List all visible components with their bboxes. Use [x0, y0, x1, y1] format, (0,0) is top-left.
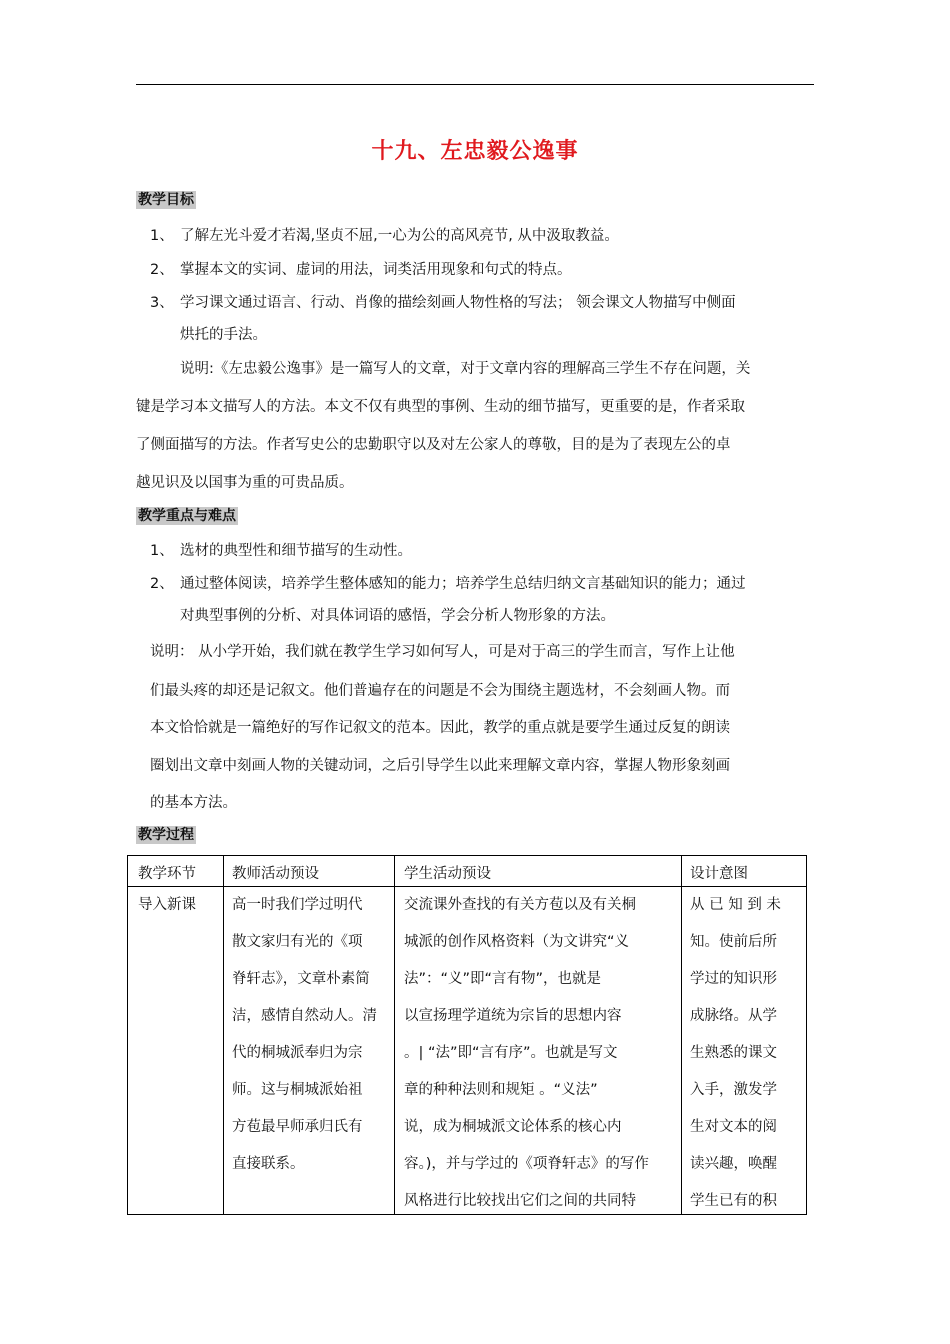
cell-intent: [690, 887, 781, 1220]
heading-teaching-process: 教学过程: [138, 827, 194, 843]
teacher-line: 方苞最早师承归氏有: [232, 1119, 363, 1135]
student-line: 章的种种法则和规矩 。“义法”: [404, 1082, 598, 1098]
goal-num-3: 3、: [150, 295, 174, 311]
key-num-2: 2、: [150, 576, 174, 592]
key-text-1: 选材的典型性和细节描写的生动性。: [180, 543, 412, 559]
intent-line: 入手，激发学: [690, 1082, 777, 1098]
teacher-line: 代的桐城派奉归为宗: [232, 1045, 363, 1061]
col-header-teacher: 教师活动预设: [232, 866, 319, 882]
note2-line-3: 本文恰恰就是一篇绝好的写作记叙文的范本。因此，教学的重点就是要学生通过反复的朗读: [150, 720, 730, 736]
col-divider-2: [394, 856, 395, 1214]
note2-line-5: 的基本方法。: [150, 795, 237, 811]
goal-text-3b: 烘托的手法。: [180, 327, 267, 343]
col-header-intent: 设计意图: [690, 866, 748, 882]
key-num-1: 1、: [150, 543, 174, 559]
intent-line: 读兴趣，唤醒: [690, 1156, 777, 1172]
teacher-line: 高一时我们学过明代: [232, 897, 363, 913]
intent-line: 成脉络。从学: [690, 1008, 777, 1024]
key-text-2b: 对典型事例的分析、对具体词语的感悟，学会分析人物形象的方法。: [180, 608, 615, 624]
cell-stage: 导入新课: [138, 897, 196, 913]
note2-line-4: 圈划出文章中刻画人物的关键动词，之后引导学生以此来理解文章内容，掌握人物形象刻画: [150, 758, 730, 774]
student-line: 说，成为桐城派文论体系的核心内: [404, 1119, 622, 1135]
key-text-2a: 通过整体阅读，培养学生整体感知的能力；培养学生总结归纳文言基础知识的能力；通过: [180, 576, 746, 592]
goal-text-2: 掌握本文的实词、虚词的用法，词类活用现象和句式的特点。: [180, 262, 572, 278]
heading-key-points: 教学重点与难点: [138, 508, 236, 524]
page-title: 十九、左忠毅公逸事: [371, 139, 579, 164]
note1-line-4: 越见识及以国事为重的可贵品质。: [136, 475, 354, 491]
note1-line-1: 说明:《左忠毅公逸事》是一篇写人的文章，对于文章内容的理解高三学生不存在问题，关: [180, 361, 751, 377]
note1-line-3: 了侧面描写的方法。作者写史公的忠勤职守以及对左公家人的尊敬，目的是为了表现左公的卓: [136, 437, 731, 453]
teacher-line: 直接联系。: [232, 1156, 305, 1172]
teacher-line: 洁，感情自然动人。清: [232, 1008, 377, 1024]
intent-line: 生熟悉的课文: [690, 1045, 777, 1061]
student-line: 。| “法”即“言有序”。也就是写文: [404, 1045, 618, 1061]
cell-student: [404, 887, 649, 1220]
intent-line: 生对文本的阅: [690, 1119, 777, 1135]
heading-teaching-goals: 教学目标: [138, 192, 194, 208]
goal-text-1: 了解左光斗爱才若渴,坚贞不屈,一心为公的高风亮节, 从中汲取教益。: [180, 228, 619, 244]
teacher-line: 脊轩志》，文章朴素简: [232, 971, 370, 987]
intent-line: 学过的知识形: [690, 971, 777, 987]
intent-line: 从 已 知 到 未: [690, 897, 781, 913]
col-header-stage: 教学环节: [138, 866, 196, 882]
student-line: 以宣扬理学道统为宗旨的思想内容: [404, 1008, 622, 1024]
teacher-line: 师。这与桐城派始祖: [232, 1082, 363, 1098]
intent-line: 学生已有的积: [690, 1193, 777, 1209]
note1-line-2: 键是学习本文描写人的方法。本文不仅有典型的事例、生动的细节描写，更重要的是，作者采取: [136, 399, 745, 415]
student-line: 法”：“义”即“言有物”，也就是: [404, 971, 602, 987]
student-line: 容。)，并与学过的《项脊轩志》的写作: [404, 1156, 649, 1172]
col-divider-1: [223, 856, 224, 1214]
goal-text-3a: 学习课文通过语言、行动、肖像的描绘刻画人物性格的写法； 领会课文人物描写中侧面: [180, 295, 736, 311]
col-divider-3: [681, 856, 682, 1214]
note2-line-1: 说明： 从小学开始，我们就在教学生学习如何写人，可是对于高三的学生而言，写作上让他: [150, 644, 735, 660]
cell-teacher: [232, 887, 377, 1183]
teacher-line: 散文家归有光的《项: [232, 934, 363, 950]
student-line: 风格进行比较找出它们之间的共同特: [404, 1193, 636, 1209]
student-line: 交流课外查找的有关方苞以及有关桐: [404, 897, 636, 913]
process-table: [127, 855, 807, 1215]
col-header-student: 学生活动预设: [404, 866, 491, 882]
header-rule: [136, 84, 814, 85]
intent-line: 知。使前后所: [690, 934, 777, 950]
student-line: 城派的创作风格资料（为文讲究“义: [404, 934, 630, 950]
goal-num-1: 1、: [150, 228, 174, 244]
note2-line-2: 们最头疼的却还是记叙文。他们普遍存在的问题是不会为围绕主题选材，不会刻画人物。而: [150, 683, 730, 699]
goal-num-2: 2、: [150, 262, 174, 278]
